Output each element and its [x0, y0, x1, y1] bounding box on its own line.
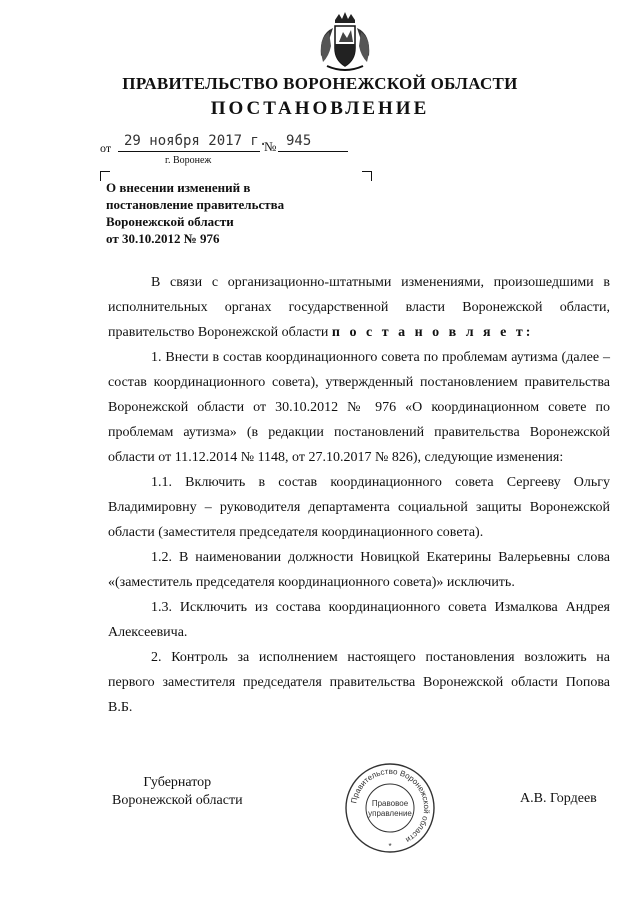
document-subject — [106, 179, 366, 247]
coat-of-arms-icon — [313, 10, 377, 74]
date-prefix: от — [100, 141, 112, 155]
item-1: 1. Внести в состав координационного совета по проблемам аутизма (далее – состав координационного совета), утвержденный постановлением правительства Воронежской области от 30.10.2012 № 976 «О координационном совете по проблемам аутизма» (в редакции постановлений правительства Воронежской области от 11.12.2014 № 1148, от 27.10.2017 № 826), следующие изменения: — [108, 350, 610, 465]
item-2: 2. Контроль за исполнением настоящего постановления возложить на первого заместителя председателя правительства Воронежской области Попова В.Б. — [108, 650, 610, 715]
stamp-center-line: Правовое — [371, 799, 409, 808]
document-number: 945 — [286, 133, 312, 149]
signatory-title — [112, 774, 243, 810]
item-1-1: 1.1. Включить в состав координационного совета Сергееву Ольгу Владимировну – руководителя департамента социальной защиты Воронежской области (заместителя председателя координационного совета). — [108, 475, 610, 540]
item-1-3: 1.3. Исключить из состава координационного совета Измалкова Андрея Алексеевича. — [108, 600, 610, 640]
document-date: 29 ноября 2017 г. — [124, 133, 268, 149]
legal-department-stamp — [342, 760, 438, 856]
signatory-title-line: Губернатор — [143, 775, 212, 790]
date-underline — [118, 151, 260, 152]
subject-line: Воронежской области — [106, 214, 234, 229]
subject-line: О внесении изменений в — [106, 180, 251, 195]
document-body — [108, 270, 610, 720]
intro-paragraph — [108, 270, 610, 345]
stamp-center-line: управление — [368, 809, 412, 818]
item-1-2: 1.2. В наименовании должности Новицкой Екатерины Валерьевны слова «(заместитель председателя координационного совета)» исключить. — [108, 550, 610, 590]
stamp-ring-text: Правительство Воронежской области — [349, 766, 432, 845]
subject-line: от 30.10.2012 № 976 — [106, 231, 220, 246]
organization-title: ПРАВИТЕЛЬСТВО ВОРОНЕЖСКОЙ ОБЛАСТИ — [122, 74, 518, 93]
decree-word: п о с т а н о в л я е т: — [331, 325, 534, 340]
signatory-title-line: Воронежской области — [112, 793, 243, 808]
subject-line: постановление правительства — [106, 197, 285, 212]
stamp-star: * — [388, 842, 392, 851]
document-type: ПОСТАНОВЛЕНИЕ — [210, 98, 430, 119]
signatory-name: А.В. Гордеев — [520, 791, 597, 806]
number-underline — [278, 151, 348, 152]
city: г. Воронеж — [165, 155, 212, 166]
number-label: № — [264, 139, 277, 154]
intro-text: В связи с организационно-штатными изменениями, произошедшими в исполнительных органах государственной власти Воронежской области, правительство Воронежской области — [108, 275, 610, 340]
